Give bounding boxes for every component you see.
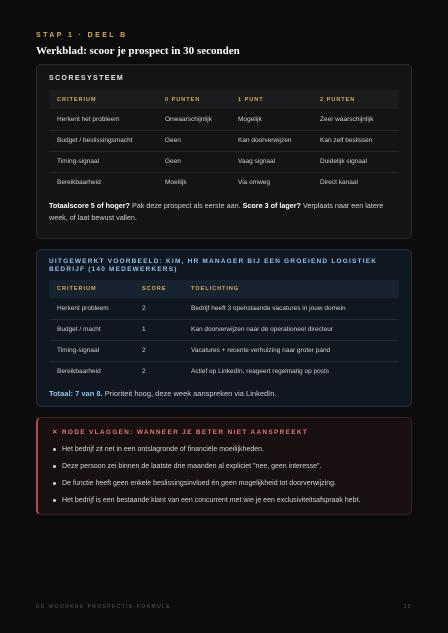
table-row bbox=[49, 340, 399, 361]
table-row bbox=[49, 151, 399, 172]
red-flags-title: ✕ RODE VLAGGEN: WANNEER JE BETER NIET AANSPREEKT bbox=[52, 429, 309, 436]
table-row bbox=[49, 130, 399, 151]
list-item: De functie heeft geen enkele beslissingsinvloed én geen mogelijkheid tot doorverwijzing. bbox=[52, 475, 399, 492]
example-total bbox=[49, 389, 399, 398]
note-low-label: Score 3 of lager? bbox=[242, 201, 301, 210]
red-flags-list bbox=[52, 441, 399, 509]
table-cell: Vacatures + recente verhuizing naar groter pand bbox=[183, 340, 399, 361]
note-high-label: Totaalscore 5 of hoger? bbox=[49, 201, 130, 210]
footer bbox=[36, 604, 412, 610]
list-item: Het bedrijf zit net in een ontslagronde of financiële moeilijkheden. bbox=[52, 441, 399, 458]
table-row bbox=[49, 172, 399, 193]
table-cell: Mogelijk bbox=[230, 109, 312, 130]
table-cell: Actief op LinkedIn, reageert regelmatig op posts bbox=[191, 368, 330, 376]
example-title: UITGEWERKT VOORBEELD: KIM, HR MANAGER BIJ EEN GROEIEND LOGISTIEK BEDRIJF (140 MEDEWERKERS) bbox=[49, 258, 378, 273]
table-cell: Geen bbox=[157, 130, 230, 151]
table-cell: Herkent probleem bbox=[49, 298, 134, 319]
total-text: Prioriteit hoog, deze week aanspreken via LinkedIn. bbox=[102, 389, 277, 398]
table-cell: Zeer waarschijnlijk bbox=[312, 109, 399, 130]
example-card bbox=[36, 249, 412, 407]
table-row bbox=[49, 319, 399, 340]
table-cell: 2 bbox=[134, 340, 183, 361]
table-cell: Geen bbox=[157, 151, 230, 172]
table-cell: Kan doorverwijzen naar de operationeel directeur bbox=[183, 319, 399, 340]
table-header-row bbox=[49, 90, 399, 109]
column-header: CRITERIUM bbox=[49, 90, 157, 109]
total-label: Totaal: 7 van 8. bbox=[49, 389, 103, 398]
column-header: 1 PUNT bbox=[230, 90, 312, 109]
note-high-text: Pak deze prospect als eerste aan. bbox=[129, 201, 243, 210]
table-cell: Direct kanaal bbox=[320, 179, 358, 187]
table-cell: Via omweg bbox=[238, 179, 271, 187]
table-cell: Kan zelf beslissen bbox=[312, 130, 399, 151]
table-cell: Bereikbaarheid bbox=[57, 179, 101, 187]
note-low-text: Verplaats naar een latere week, of laat bewust vallen. bbox=[49, 201, 384, 222]
table-cell: Timing-signaal bbox=[49, 340, 134, 361]
table-cell: Herkent het probleem bbox=[49, 109, 157, 130]
column-header: 2 PUNTEN bbox=[312, 90, 399, 109]
scoring-table bbox=[49, 90, 399, 193]
table-cell: Moeilijk bbox=[165, 179, 187, 187]
table-cell: 2 bbox=[134, 298, 183, 319]
list-item: Het bedrijf is een bestaande klant van een concurrent met wie je een exclusiviteitsafspraak hebt. bbox=[52, 492, 399, 509]
table-cell: Budget / macht bbox=[49, 319, 134, 340]
column-header: 0 PUNTEN bbox=[157, 90, 230, 109]
example-table bbox=[49, 280, 399, 382]
page bbox=[36, 0, 412, 515]
page-number: 10 bbox=[403, 604, 412, 610]
scoring-card bbox=[36, 64, 412, 239]
footer-title: DE WOORKRE PROSPECTIE-FORMULE bbox=[36, 604, 172, 610]
page-title: Werkblad: scoor je prospect in 30 seconden bbox=[36, 45, 240, 57]
table-row bbox=[49, 361, 399, 382]
list-item: Deze persoon zei binnen de laatste drie maanden al expliciet "nee, geen interesse". bbox=[52, 458, 399, 475]
table-cell: Timing-signaal bbox=[49, 151, 157, 172]
column-header: CRITERIUM bbox=[49, 280, 134, 298]
table-cell: Vaag signaal bbox=[230, 151, 312, 172]
table-cell: 2 bbox=[142, 368, 146, 376]
step-label: STAP 1 · DEEL B bbox=[36, 32, 128, 39]
column-header: TOELICHTING bbox=[183, 280, 399, 298]
table-cell: Budget / beslissingsmacht bbox=[49, 130, 157, 151]
scoring-note bbox=[49, 200, 399, 224]
column-header: SCORE bbox=[134, 280, 183, 298]
table-cell: 1 bbox=[134, 319, 183, 340]
scoring-title: SCORESYSTEEM bbox=[49, 75, 125, 82]
table-cell: Duidelijk signaal bbox=[312, 151, 399, 172]
table-cell: Onwaarschijnlijk bbox=[157, 109, 230, 130]
table-cell: Bereikbaarheid bbox=[57, 368, 101, 376]
table-cell: Kan doorverwijzen bbox=[230, 130, 312, 151]
table-row bbox=[49, 109, 399, 130]
table-cell: Bedrijf heeft 3 openstaande vacatures in jouw domein bbox=[183, 298, 399, 319]
table-header-row bbox=[49, 280, 399, 298]
red-flags-card bbox=[36, 417, 412, 515]
table-row bbox=[49, 298, 399, 319]
